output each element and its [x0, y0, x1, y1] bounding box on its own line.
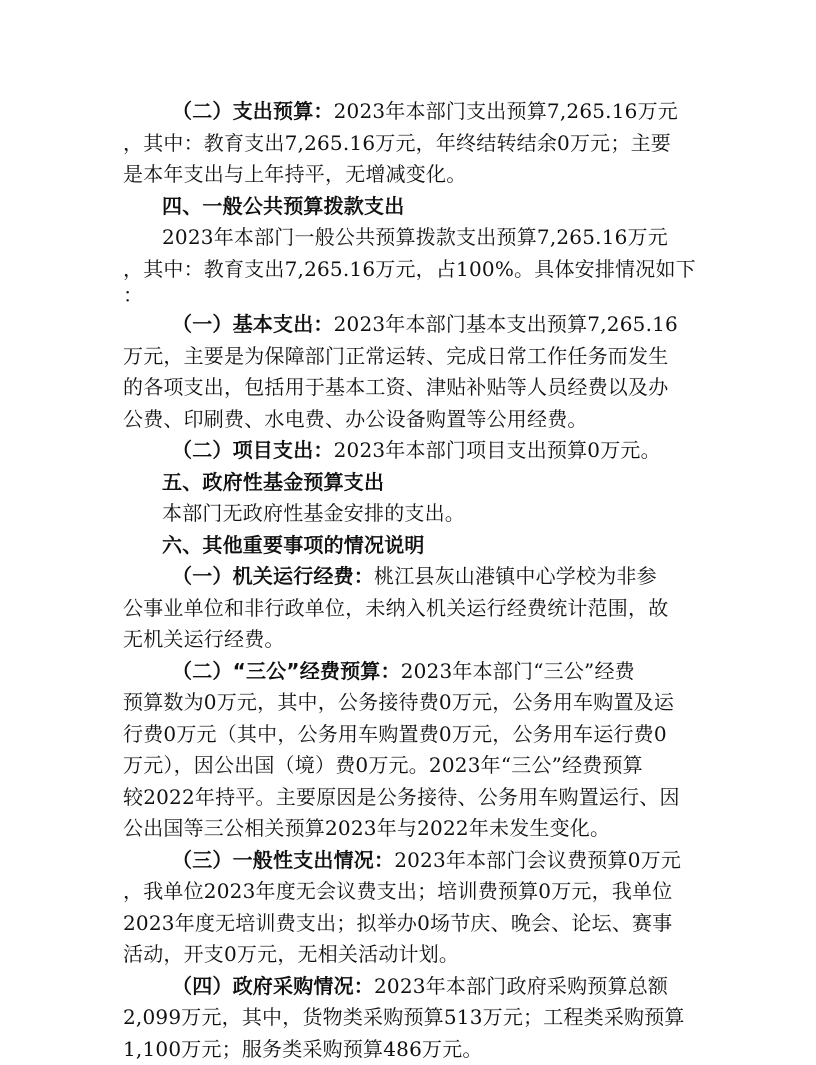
- section-title: 六、其他重要事项的情况说明: [0, 530, 816, 562]
- paragraph-line: 公出国等三公相关预算2023年与2022年未发生变化。: [0, 813, 816, 845]
- paragraph-line: 行费0万元（其中，公务用车购置费0万元，公务用车运行费0: [0, 719, 816, 751]
- paragraph-text: 2023年本部门项目支出预算0万元。: [334, 438, 661, 462]
- paragraph-line: 2023年本部门一般公共预算拨款支出预算7,265.16万元: [0, 222, 816, 254]
- paragraph-line: [0, 561, 816, 593]
- paragraph-line: 无机关运行经费。: [0, 624, 816, 656]
- section-heading: （一）机关运行经费：: [172, 564, 374, 588]
- section-heading: （四）政府采购情况：: [172, 974, 374, 998]
- paragraph-line: 公事业单位和非行政单位，未纳入机关运行经费统计范围，故: [0, 593, 816, 625]
- paragraph-line: 2023年度无培训费支出；拟举办0场节庆、晚会、论坛、赛事: [0, 908, 816, 940]
- paragraph-line: [0, 845, 816, 877]
- document-page: [0, 96, 816, 1065]
- section-title: 四、一般公共预算拨款支出: [0, 191, 816, 223]
- paragraph-line: ，其中：教育支出7,265.16万元，年终结转结余0万元；主要: [0, 128, 816, 160]
- paragraph-text: 桃江县灰山港镇中心学校为非参: [374, 564, 657, 588]
- paragraph-text: 2023年本部门基本支出预算7,265.16: [334, 312, 678, 336]
- paragraph-line: [0, 96, 816, 128]
- paragraph-line: 是本年支出与上年持平，无增减变化。: [0, 159, 816, 191]
- paragraph-line: 的各项支出，包括用于基本工资、津贴补贴等人员经费以及办: [0, 372, 816, 404]
- paragraph-text: 2023年本部门支出预算7,265.16万元: [334, 99, 678, 123]
- paragraph-line: [0, 656, 816, 688]
- paragraph-line: 较2022年持平。主要原因是公务接待、公务用车购置运行、因: [0, 782, 816, 814]
- paragraph-line: 公费、印刷费、水电费、办公设备购置等公用经费。: [0, 404, 816, 436]
- paragraph-text: 2023年本部门“三公”经费: [401, 659, 635, 683]
- section-title: 五、政府性基金预算支出: [0, 467, 816, 499]
- paragraph-line: 本部门无政府性基金安排的支出。: [0, 498, 816, 530]
- paragraph-line: 2,099万元，其中，货物类采购预算513万元；工程类采购预算: [0, 1002, 816, 1034]
- section-heading: （二）“三公”经费预算：: [172, 659, 401, 683]
- paragraph-line: ，其中：教育支出7,265.16万元，占100%。具体安排情况如下: [0, 254, 816, 286]
- paragraph-line: ，我单位2023年度无会议费支出；培训费预算0万元，我单位: [0, 876, 816, 908]
- paragraph-text: 2023年本部门会议费预算0万元: [394, 848, 681, 872]
- paragraph-line: 1,100万元；服务类采购预算486万元。: [0, 1034, 816, 1065]
- section-heading: （二）项目支出：: [172, 438, 334, 462]
- section-heading: （一）基本支出：: [172, 312, 334, 336]
- paragraph-line: [0, 435, 816, 467]
- paragraph-line: [0, 971, 816, 1003]
- paragraph-line: [0, 309, 816, 341]
- paragraph-line: 万元，主要是为保障部门正常运转、完成日常工作任务而发生: [0, 341, 816, 373]
- paragraph-line: 预算数为0万元，其中，公务接待费0万元，公务用车购置及运: [0, 687, 816, 719]
- paragraph-line: 万元），因公出国（境）费0万元。2023年“三公”经费预算: [0, 750, 816, 782]
- paragraph-line: 活动，开支0万元，无相关活动计划。: [0, 939, 816, 971]
- paragraph-text: 2023年本部门政府采购预算总额: [374, 974, 668, 998]
- paragraph-line: ：: [0, 285, 816, 309]
- section-heading: （三）一般性支出情况：: [172, 848, 394, 872]
- section-heading: （二）支出预算：: [172, 99, 334, 123]
